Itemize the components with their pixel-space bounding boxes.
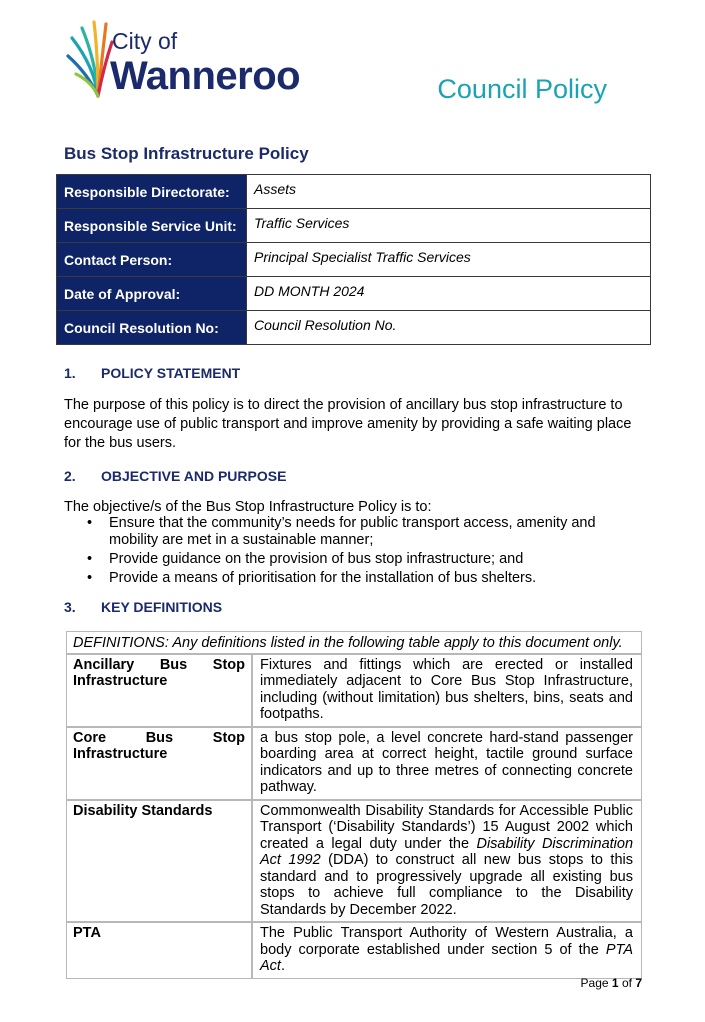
definition-term: Disability Standards <box>66 800 252 923</box>
table-row <box>57 209 651 243</box>
page-number: Page 1 of 7 <box>580 976 642 990</box>
definitions-table <box>66 631 642 979</box>
city-of-wanneroo-logo <box>64 16 301 104</box>
section-heading-objective <box>64 468 286 484</box>
bullet-icon: • <box>87 515 93 531</box>
table-header-row <box>66 631 642 654</box>
bullet-icon: • <box>87 570 93 586</box>
list-item: • Ensure that the community’s needs for public transport access, amenity and mobility are met in a sustainable manner; <box>87 515 596 548</box>
objective-intro: The objective/s of the Bus Stop Infrastructure Policy is to: <box>64 499 432 515</box>
label-date-of-approval: Date of Approval: <box>57 277 247 311</box>
section-title: OBJECTIVE AND PURPOSE <box>101 468 287 484</box>
label-service-unit: Responsible Service Unit: <box>57 209 247 243</box>
table-row <box>66 922 642 979</box>
section-title: POLICY STATEMENT <box>101 365 241 381</box>
logo-line-1: City of <box>112 28 178 54</box>
definition-term: PTA <box>66 922 252 979</box>
value-resolution-no: Council Resolution No. <box>247 311 651 345</box>
section-number: 2. <box>64 468 76 484</box>
value-contact-person: Principal Specialist Traffic Services <box>247 243 651 277</box>
table-row <box>57 311 651 345</box>
act-name: PTA Act <box>260 941 633 974</box>
section-number: 1. <box>64 365 76 381</box>
table-row <box>57 175 651 209</box>
logo-flower-icon <box>64 16 114 98</box>
value-date-of-approval: DD MONTH 2024 <box>247 277 651 311</box>
table-row <box>57 243 651 277</box>
section-heading-key-definitions <box>64 599 222 615</box>
table-row <box>57 277 651 311</box>
act-name: Disability Discrimination Act 1992 <box>260 835 634 868</box>
definition-term: Ancillary Bus Stop Infrastructure <box>66 654 252 727</box>
table-row <box>66 727 642 800</box>
objective-list <box>64 515 644 589</box>
value-directorate: Assets <box>247 175 651 209</box>
policy-details-table <box>56 174 651 345</box>
table-row <box>66 654 642 727</box>
definition-description: Fixtures and fittings which are erected or installed immediately adjacent to Core Bus Stop Infrastructure, including (without limitation) bus shelters, bins, seats and footpaths. <box>252 654 642 727</box>
definition-term: Core Bus Stop Infrastructure <box>66 727 252 800</box>
document-type: Council Policy <box>437 74 607 104</box>
bullet-icon: • <box>87 551 93 567</box>
table-row <box>66 800 642 923</box>
section-number: 3. <box>64 599 76 615</box>
list-item: • Provide a means of prioritisation for the installation of bus shelters. <box>87 570 537 586</box>
label-contact-person: Contact Person: <box>57 243 247 277</box>
policy-statement-text: The purpose of this policy is to direct the provision of ancillary bus stop infrastructure to encourage use of public transport and improve amenity by providing a safe waiting place for the bus users. <box>64 397 632 451</box>
page-title: Bus Stop Infrastructure Policy <box>64 144 309 163</box>
list-item: • Provide guidance on the provision of bus stop infrastructure; and <box>87 551 524 567</box>
definition-description: a bus stop pole, a level concrete hard-stand passenger boarding area at correct height, tactile ground surface indicators and up to three metres of connecting concrete pathway. <box>252 727 642 800</box>
section-title: KEY DEFINITIONS <box>101 599 223 615</box>
label-resolution-no: Council Resolution No: <box>57 311 247 345</box>
definition-description: Commonwealth Disability Standards for Accessible Public Transport (‘Disability Standards’) 15 August 2002 which created a legal duty under the Disability Discrimination Act 1992 (DDA) to construct all new bus stops to this standard and to progressively upgrade all existing bus stops to achieve full compliance to the Disability Standards by December 2022. <box>252 800 642 923</box>
label-directorate: Responsible Directorate: <box>57 175 247 209</box>
value-service-unit: Traffic Services <box>247 209 651 243</box>
definition-description: The Public Transport Authority of Western Australia, a body corporate established under section 5 of the PTA Act. <box>252 922 642 979</box>
section-heading-policy-statement <box>64 365 240 381</box>
logo-line-2: Wanneroo <box>110 54 301 98</box>
definitions-header: DEFINITIONS: Any definitions listed in the following table apply to this document only. <box>66 631 642 654</box>
